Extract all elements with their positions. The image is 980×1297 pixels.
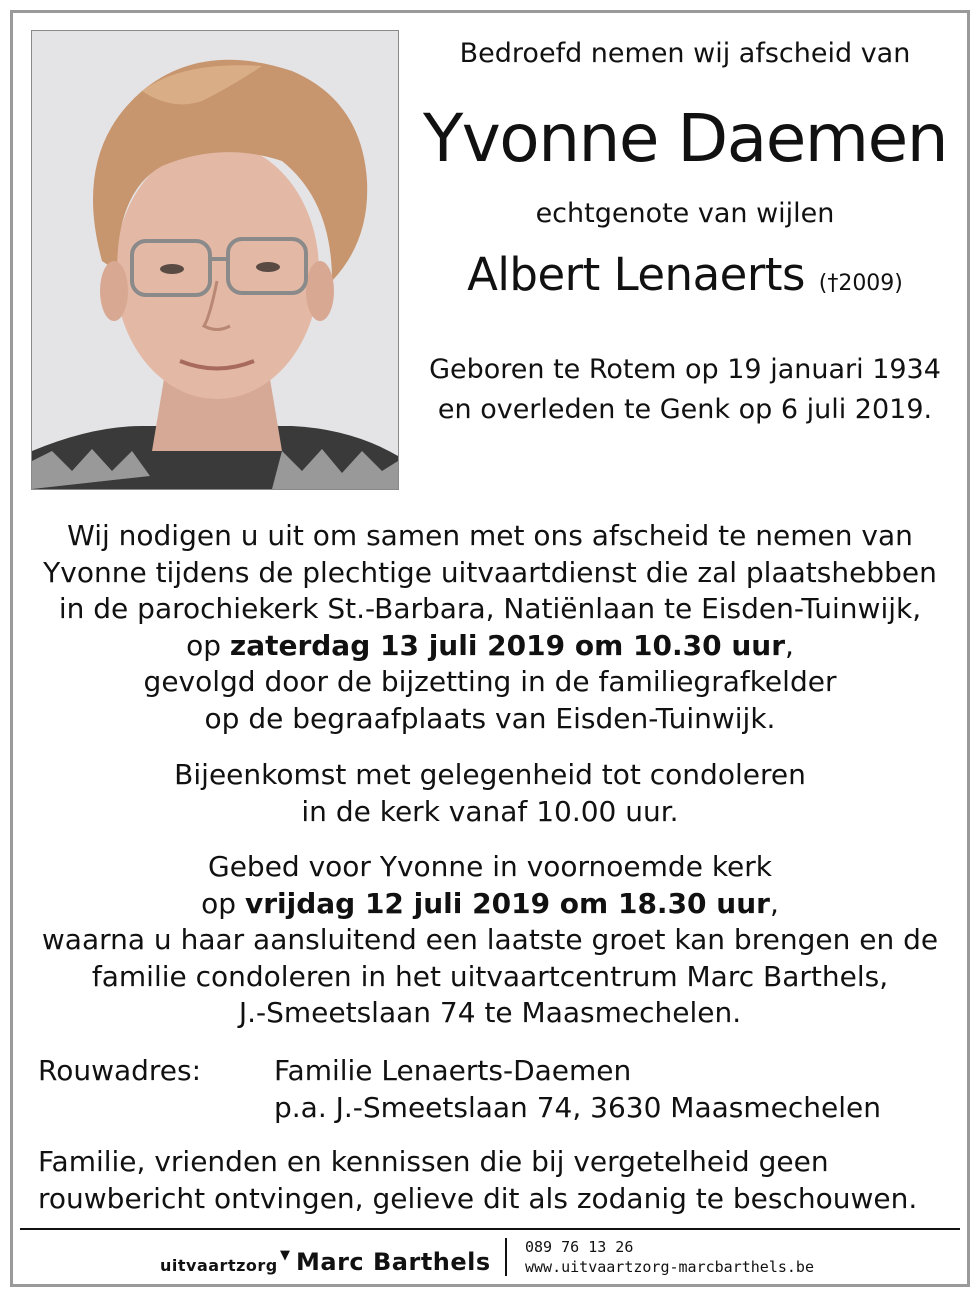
footnote <box>38 1144 938 1217</box>
portrait-photo <box>31 30 399 490</box>
prayer-date-suffix: , <box>769 886 779 920</box>
condolence-line: in de kerk vanaf 10.00 uur. <box>301 794 679 828</box>
service-date: zaterdag 13 juli 2019 om 10.30 uur <box>229 628 786 662</box>
prayer-line: waarna u haar aansluitend een laatste groet kan brengen en de <box>41 923 939 956</box>
prayer-line: J.-Smeetslaan 74 te Maasmechelen. <box>238 996 742 1029</box>
spouse-name: Albert Lenaerts <box>467 248 805 301</box>
brand-large-text: Marc Barthels <box>296 1248 491 1276</box>
condolence-paragraph <box>20 757 960 830</box>
phone-number: 089 76 13 26 <box>525 1238 634 1256</box>
footnote-line: rouwbericht ontvingen, gelieve dit als zodanig te beschouwen. <box>38 1181 918 1215</box>
service-line: in de parochiekerk St.-Barbara, Natiënlaan te Eisden-Tuinwijk, <box>58 592 922 625</box>
intro-text: Bedroefd nemen wij afscheid van <box>459 38 911 69</box>
service-line: Yvonne tijdens de plechtige uitvaartdienst die zal plaatshebben <box>43 555 937 589</box>
spouse-death-year: (†2009) <box>818 271 903 296</box>
prayer-date: vrijdag 12 juli 2019 om 18.30 uur <box>244 886 770 920</box>
brand-logo <box>160 1246 495 1280</box>
service-line: gevolgd door de bijzetting in de familiegrafkelder <box>143 665 837 698</box>
address-label: Rouwadres: <box>38 1054 202 1087</box>
footnote-line: Familie, vrienden en kennissen die bij vergetelheid geen <box>38 1145 829 1178</box>
service-date-prefix: op <box>186 628 221 662</box>
prayer-date-line <box>20 886 960 923</box>
triangle-icon: ▼ <box>280 1248 290 1263</box>
service-paragraph <box>20 518 960 737</box>
spouse-label: echtgenote van wijlen <box>535 198 835 229</box>
deceased-name: Yvonne Daemen <box>422 100 948 177</box>
prayer-date-prefix: op <box>201 886 237 920</box>
prayer-line: Gebed voor Yvonne in voornoemde kerk <box>208 850 772 883</box>
service-date-line <box>20 628 960 665</box>
service-date-suffix: , <box>785 628 794 662</box>
condolence-line: Bijeenkomst met gelegenheid tot condoleren <box>174 758 806 791</box>
address-line: Familie Lenaerts-Daemen <box>274 1054 632 1087</box>
prayer-line: familie condoleren in het uitvaartcentrum Marc Barthels, <box>91 959 889 993</box>
address-line: p.a. J.-Smeetslaan 74, 3630 Maasmechelen <box>274 1091 881 1124</box>
footer-divider <box>20 1228 960 1230</box>
website-link[interactable]: www.uitvaartzorg-marcbarthels.be <box>525 1258 814 1276</box>
birth-line: Geboren te Rotem op 19 januari 1934 <box>429 354 941 385</box>
portrait-illustration <box>32 31 398 489</box>
service-line: Wij nodigen u uit om samen met ons afscheid te nemen van <box>67 519 913 552</box>
footer-separator <box>505 1238 507 1276</box>
life-dates <box>420 350 950 430</box>
prayer-paragraph <box>20 849 960 1032</box>
spouse-line <box>420 248 950 301</box>
service-line: op de begraafplaats van Eisden-Tuinwijk. <box>204 701 776 735</box>
contact-info <box>525 1237 814 1277</box>
address-value <box>274 1052 881 1126</box>
brand-small-text: uitvaartzorg <box>160 1256 278 1275</box>
death-line: en overleden te Genk op 6 juli 2019. <box>437 394 933 425</box>
